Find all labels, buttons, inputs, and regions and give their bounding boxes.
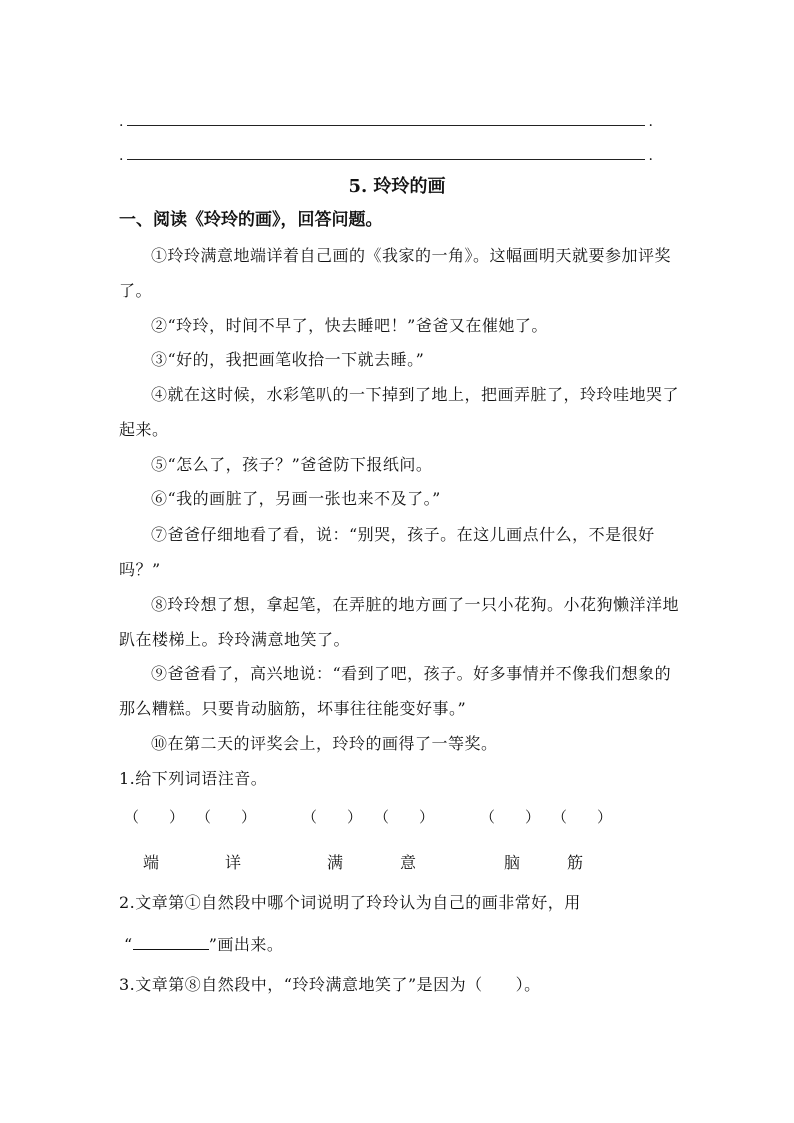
question-1-label: 1.给下列词语注音。	[119, 769, 268, 788]
paragraph-9: ⑨爸爸看了，高兴地说：“看到了吧，孩子。好多事情并不像我们想象的那么糟糕。只要肯动脑筋，坏事往往能变好事。”	[119, 664, 672, 718]
question-3-text: 3.文章第⑧自然段中，“玲玲满意地笑了”是因为（ ）。	[119, 975, 541, 994]
word-char-4: 意	[400, 853, 417, 872]
line-dot-right: .	[648, 114, 653, 130]
paragraph-7: ⑦爸爸仔细地看了看，说：“别哭，孩子。在这儿画点什么，不是很好吗？”	[119, 525, 655, 579]
line-dot-left: .	[119, 148, 124, 164]
paragraph-6: ⑥“我的画脏了，另画一张也来不及了。”	[151, 489, 441, 508]
pinyin-blank-4[interactable]: （ ）	[374, 808, 435, 826]
open-quote: “	[124, 935, 133, 954]
section-heading: 一、阅读《玲玲的画》，回答问题。	[119, 210, 383, 230]
word-char-3: 满	[327, 853, 344, 872]
pinyin-blank-2[interactable]: （ ）	[196, 808, 257, 826]
lesson-title: 5. 玲玲的画	[348, 176, 446, 197]
line-dot-left: .	[119, 114, 124, 130]
paragraph-2: ②“玲玲，时间不早了，快去睡吧！”爸爸又在催她了。	[151, 316, 548, 335]
word-char-6: 筋	[567, 853, 584, 872]
word-char-5: 脑	[504, 853, 521, 872]
pinyin-blank-5[interactable]: （ ）	[480, 808, 541, 826]
word-char-2: 详	[225, 853, 242, 872]
paragraph-10: ⑩在第二天的评奖会上，玲玲的画得了一等奖。	[151, 734, 498, 753]
paragraph-8: ⑧玲玲想了想，拿起笔，在弄脏的地方画了一只小花狗。小花狗懒洋洋地趴在楼梯上。玲玲满意地笑了。	[119, 595, 680, 649]
paragraph-4: ④就在这时候，水彩笔叭的一下掉到了地上，把画弄脏了，玲玲哇地哭了起来。	[119, 385, 680, 439]
question-2-answer-line	[124, 932, 283, 955]
paragraph-1: ①玲玲满意地端详着自己画的《我家的一角》。这幅画明天就要参加评奖了。	[119, 246, 672, 300]
question-2-tail: ”画出来。	[208, 935, 284, 954]
pinyin-blank-3[interactable]: （ ）	[302, 808, 363, 826]
pinyin-blank-6[interactable]: （ ）	[552, 808, 613, 826]
paragraph-3: ③“好的，我把画笔收拾一下就去睡。”	[151, 350, 425, 369]
answer-blank[interactable]	[133, 935, 209, 950]
answer-line-1	[119, 106, 653, 130]
word-char-1: 端	[143, 853, 160, 872]
answer-line-2	[119, 140, 653, 164]
question-2-text: 2.文章第①自然段中哪个词说明了玲玲认为自己的画非常好，用	[119, 893, 581, 912]
line-dot-right: .	[648, 148, 653, 164]
pinyin-blank-1[interactable]: （ ）	[124, 808, 185, 826]
answer-underline	[127, 159, 645, 160]
answer-underline	[127, 125, 645, 126]
paragraph-5: ⑤“怎么了，孩子？”爸爸防下报纸问。	[151, 455, 433, 474]
